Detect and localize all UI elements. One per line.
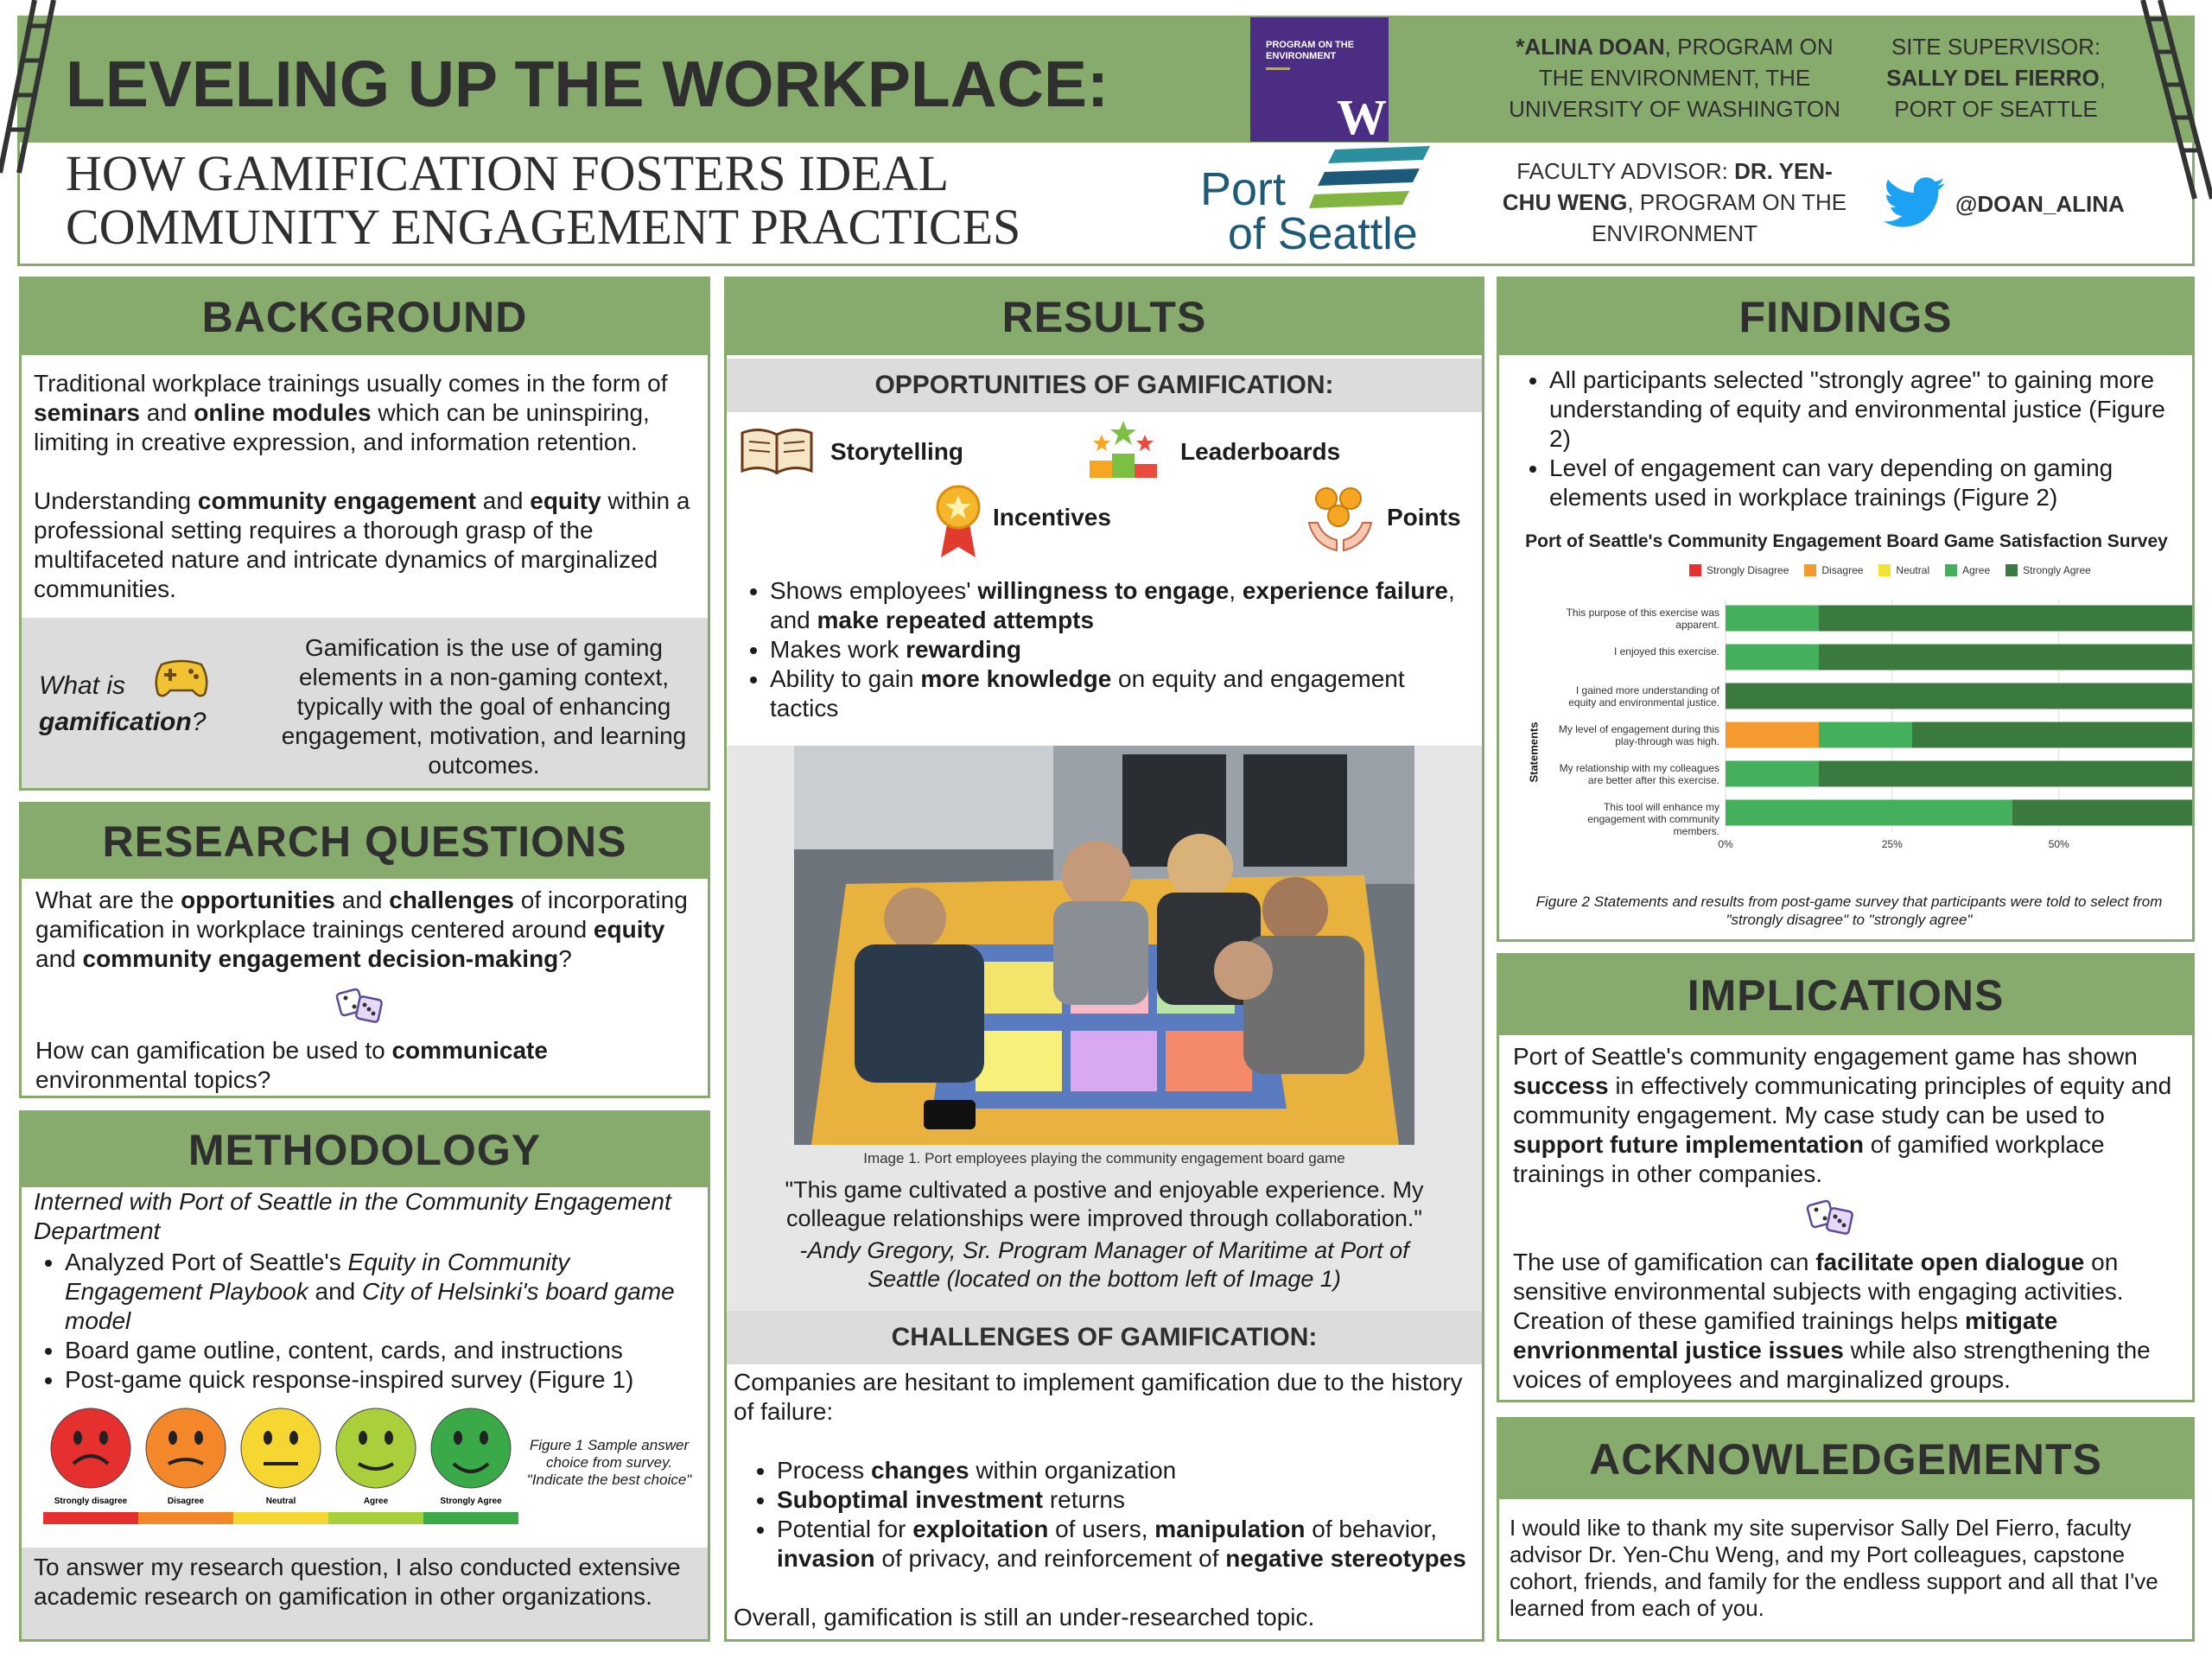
chal-c1-text: Process <box>777 1457 871 1484</box>
survey-face-3 <box>233 1408 328 1524</box>
implications-paragraph-2 <box>1513 1248 2187 1395</box>
imp-p2-rest: while also strengthening the voices of employees and marginalized groups. <box>1513 1337 2151 1393</box>
legend-swatch <box>1689 564 1701 576</box>
survey-face-label: Strongly disagree <box>54 1497 128 1506</box>
bg-p1-seminars: seminars <box>34 399 140 426</box>
what-is-gamification-label <box>39 668 246 741</box>
chart-category-label: I enjoyed this exercise. <box>1613 645 1719 658</box>
chal-c3-text: Potential for <box>777 1516 913 1542</box>
gamification-definition: Gamification is the use of gaming elements in a non-gaming context, typically with the goal of enhancing engagement, motivation, and learning outcomes. <box>281 634 687 779</box>
methodology-title: METHODOLOGY <box>22 1113 708 1187</box>
author-name: *ALINA DOAN <box>1516 34 1665 60</box>
finding-bullet: • Level of engagement can vary depending on gaming elements used in workplace trainings (Figure 2) <box>1549 454 2183 512</box>
res-b3-rest: on equity and engagement tactics <box>770 665 1405 721</box>
opportunity-leaderboards: Leaderboards <box>1180 438 1341 465</box>
bg-p2-text: Understanding <box>34 487 198 514</box>
chart-bar-segment <box>1819 606 2192 632</box>
implications-title: IMPLICATIONS <box>1499 956 2192 1035</box>
imp-p2-mid: on sensitive environmental subjects with engaging activities. Creation of these gamified trainings helps <box>1513 1249 2124 1334</box>
methodology-item: • Post-game quick response-inspired survey (Figure 1) <box>65 1365 703 1395</box>
chart-bar-segment <box>1726 800 2012 826</box>
rq2-rest: environmental topics? <box>35 1066 271 1093</box>
legend-swatch <box>1804 564 1816 576</box>
twitter-bird-icon <box>1884 177 1946 229</box>
res-b3-text: Ability to gain <box>770 665 921 692</box>
dice-icon <box>1806 1198 1858 1239</box>
challenge-bullet <box>777 1485 1480 1515</box>
method-b1-helsinki: City of Helsinki's board game model <box>65 1278 675 1334</box>
rq2-communicate: communicate <box>391 1037 548 1064</box>
survey-face-label: Agree <box>363 1497 389 1506</box>
rq1-and-2: and <box>35 945 83 972</box>
legend-swatch <box>1878 564 1891 576</box>
res-b3-knowledge: more knowledge <box>920 665 1112 692</box>
methodology-list <box>34 1248 703 1395</box>
bg-p1-rest: which can be uninspiring, limiting in creative expression, and information retention. <box>34 399 650 455</box>
bg-p2-and: and <box>475 487 531 514</box>
poster-title: LEVELING UP THE WORKPLACE: <box>66 48 1109 120</box>
uw-program-logo <box>1250 17 1389 145</box>
method-b1-playbook: Equity in Community Engagement Playbook <box>65 1249 570 1305</box>
implications-paragraph-1 <box>1513 1042 2187 1189</box>
chal-c3-privacy: of privacy, and reinforcement of <box>874 1545 1226 1572</box>
res-b1-and: , and <box>770 577 1455 633</box>
research-questions-section <box>19 802 710 1098</box>
rq1-question-mark: ? <box>558 945 572 972</box>
ladder-right-decoration <box>2134 0 2212 199</box>
rq1-equity: equity <box>593 916 665 943</box>
chart-bar-segment <box>1726 645 1819 671</box>
bg-p2-rest: within a professional setting requires a thorough grasp of the multifaceted nature and intricate dynamics of marginalized communities. <box>34 487 690 602</box>
research-question-1 <box>35 886 705 974</box>
chart-bar-segment <box>1819 645 2192 671</box>
imp-p2-dialogue: facilitate open dialogue <box>1815 1249 2085 1275</box>
ladder-left-decoration <box>0 0 60 181</box>
survey-scale-bar <box>423 1512 518 1524</box>
background-title: BACKGROUND <box>22 279 708 355</box>
chal-c3-stereotypes: negative stereotypes <box>1225 1545 1466 1572</box>
legend-item <box>1804 564 1863 576</box>
survey-scale-bar <box>328 1512 423 1524</box>
res-b1-willingness: willingness to engage <box>977 577 1230 604</box>
advisor-affiliation-1: , PROGRAM ON THE <box>1627 189 1847 215</box>
challenges-intro: Companies are hesitant to implement gamification due to the history of failure: <box>734 1369 1463 1425</box>
imp-p1-rest: of gamified workplace trainings in other companies. <box>1513 1131 2105 1187</box>
challenges-list <box>746 1456 1480 1573</box>
chart-legend <box>1689 564 2173 583</box>
port-logo-waves-icon <box>1309 144 1430 213</box>
chal-c3-invasion: invasion <box>777 1545 875 1572</box>
quote-attribution: -Andy Gregory, Sr. Program Manager of Maritime at Port of Seattle (located on the bottom left of Image 1) <box>799 1237 1409 1292</box>
challenges-outro: Overall, gamification is still an under-researched topic. <box>734 1604 1315 1630</box>
advisor-affiliation-2: ENVIRONMENT <box>1591 220 1758 246</box>
chal-c2-rest: returns <box>1043 1486 1125 1513</box>
game-controller-icon <box>151 652 212 704</box>
survey-scale-bar <box>43 1512 138 1524</box>
legend-label: Agree <box>1962 564 1991 576</box>
res-b2-rewarding: rewarding <box>906 636 1021 663</box>
legend-swatch <box>1945 564 1957 576</box>
chart-title: Port of Seattle's Community Engagement Board Game Satisfaction Survey <box>1525 531 2168 551</box>
board-game-photo <box>794 746 1414 1145</box>
bg-p1-text: Traditional workplace trainings usually comes in the form of <box>34 370 668 397</box>
imp-p2-text: The use of gamification can <box>1513 1249 1816 1275</box>
opportunity-bullet <box>770 576 1469 635</box>
satisfaction-chart <box>1525 599 2190 858</box>
opportunity-incentives: Incentives <box>993 504 1111 531</box>
survey-faces-figure <box>48 1407 531 1536</box>
survey-face-5 <box>423 1408 518 1524</box>
subtitle-line-2: COMMUNITY ENGAGEMENT PRACTICES <box>66 199 1021 255</box>
chal-c1-rest: within organization <box>969 1457 1177 1484</box>
what-is-question-mark: ? <box>191 708 207 736</box>
points-coins-hands-icon <box>1306 485 1375 554</box>
chal-c3-exploitation: exploitation <box>912 1516 1049 1542</box>
legend-label: Strongly Agree <box>2023 564 2091 576</box>
implications-section <box>1497 953 2195 1402</box>
author-affiliation-3: UNIVERSITY OF WASHINGTON <box>1509 96 1840 122</box>
participant-quote: "This game cultivated a postive and enjoyable experience. My colleague relationships were improved through collaboration." <box>785 1177 1424 1231</box>
chart-category-label: My relationship with my colleagues are better after this exercise. <box>1559 761 1719 786</box>
gamification-word: gamification <box>39 708 192 736</box>
uw-w-mark: W <box>1337 89 1387 145</box>
survey-faces-svg <box>48 1407 531 1536</box>
chal-c3-behavior: of behavior, <box>1305 1516 1438 1542</box>
acknowledgements-title: ACKNOWLEDGEMENTS <box>1499 1420 2192 1499</box>
research-questions-title: RESEARCH QUESTIONS <box>22 804 708 879</box>
legend-label: Neutral <box>1896 564 1930 576</box>
rq1-opportunities: opportunities <box>181 887 335 913</box>
advisor-name-2: CHU WENG <box>1502 189 1628 215</box>
background-paragraph-2 <box>34 486 703 604</box>
supervisor-name: SALLY DEL FIERRO <box>1886 65 2100 91</box>
supervisor-info: SITE SUPERVISOR: SALLY DEL FIERRO, PORT OF SEATTLE <box>1886 34 2106 122</box>
acknowledgements-section <box>1497 1417 2195 1642</box>
chart-y-axis-label: Statements <box>1527 721 1541 783</box>
chal-c2-investment: Suboptimal investment <box>777 1486 1044 1513</box>
survey-face-2 <box>138 1408 233 1524</box>
chart-category-label: This purpose of this exercise was apparent. <box>1566 606 1719 631</box>
method-b1-text: Analyzed Port of Seattle's <box>65 1249 348 1275</box>
res-b1-comma: , <box>1229 577 1243 604</box>
x-tick-label: 0% <box>1718 838 1733 850</box>
uw-logo-rule <box>1266 67 1290 70</box>
background-section <box>19 276 710 791</box>
opportunity-bullet <box>770 664 1469 723</box>
rq1-and: and <box>334 887 390 913</box>
open-book-icon <box>739 424 815 476</box>
figure-2-caption: Figure 2 Statements and results from post-game survey that participants were told to select from "strongly disagree" to "strongly agree" <box>1535 893 2163 928</box>
chal-c3-users: of users, <box>1048 1516 1155 1542</box>
chal-c1-changes: changes <box>870 1457 969 1484</box>
uw-logo-line-2: ENVIRONMENT <box>1266 51 1337 61</box>
chart-bar-segment <box>1726 761 1819 787</box>
dice-icon <box>335 986 387 1027</box>
medal-ribbon-icon <box>932 485 984 559</box>
twitter-contact[interactable] <box>1884 177 2195 229</box>
port-logo-word-seattle: of Seattle <box>1228 209 1418 259</box>
rq1-mid: of incorporating gamification in workplace trainings centered around <box>35 887 688 943</box>
opportunities-list <box>739 576 1469 723</box>
bg-p1-and: and <box>139 399 194 426</box>
supervisor-affiliation: PORT OF SEATTLE <box>1894 96 2098 122</box>
survey-faces-row <box>48 1407 531 1536</box>
advisor-info <box>1484 156 1865 249</box>
port-of-seattle-logo <box>1197 143 1447 264</box>
methodology-section <box>19 1110 710 1642</box>
challenge-bullet <box>777 1456 1480 1485</box>
supervisor-label: SITE SUPERVISOR: <box>1891 34 2101 60</box>
chart-plot-area <box>1718 599 2192 858</box>
chart-category-label: I gained more understanding of equity and environmental justice. <box>1568 683 1719 709</box>
survey-face-label: Disagree <box>167 1497 205 1506</box>
imp-p1-text: Port of Seattle's community engagement game has shown <box>1513 1043 2138 1070</box>
methodology-item: • Board game outline, content, cards, and instructions <box>65 1336 703 1365</box>
legend-item <box>1878 564 1929 576</box>
poster-subtitle <box>66 147 1189 254</box>
results-title: RESULTS <box>727 279 1482 355</box>
research-question-2 <box>35 1036 705 1095</box>
chart-bar-segment <box>1726 683 2192 709</box>
chal-c3-manipulation: manipulation <box>1154 1516 1306 1542</box>
challenges-title: CHALLENGES OF GAMIFICATION: <box>727 1311 1482 1364</box>
what-is-text: What is <box>39 671 126 700</box>
figure-1-caption: Figure 1 Sample answer choice from survey. "Indicate the best choice" <box>526 1437 692 1488</box>
bg-p1-online-modules: online modules <box>194 399 372 426</box>
chart-bar-segment <box>2012 800 2192 826</box>
imp-p1-success: success <box>1513 1072 1609 1099</box>
survey-face-label: Neutral <box>265 1497 296 1506</box>
opportunities-title: OPPORTUNITIES OF GAMIFICATION: <box>727 359 1482 412</box>
legend-label: Strongly Disagree <box>1707 564 1789 576</box>
res-b2-text: Makes work <box>770 636 906 663</box>
methodology-outro: To answer my research question, I also conducted extensive academic research on gamification in other organizations. <box>22 1548 708 1639</box>
author-info <box>1484 31 1865 124</box>
legend-swatch <box>2005 564 2018 576</box>
findings-section <box>1497 276 2195 942</box>
opportunity-storytelling: Storytelling <box>830 438 964 465</box>
chart-legend-row <box>1689 564 2173 576</box>
chart-bar-segment <box>1912 722 2192 748</box>
x-tick-label: 25% <box>1881 838 1903 850</box>
survey-face-4 <box>328 1408 423 1524</box>
survey-scale-bar <box>233 1512 328 1524</box>
chart-category-labels <box>1525 599 1719 858</box>
findings-title: FINDINGS <box>1499 279 2192 355</box>
methodology-item <box>65 1248 703 1336</box>
res-b1-text: Shows employees' <box>770 577 978 604</box>
background-paragraph-1 <box>34 369 699 457</box>
legend-label: Disagree <box>1821 564 1864 576</box>
author-affiliation-1: , PROGRAM ON <box>1664 34 1834 60</box>
survey-face-1 <box>43 1408 138 1524</box>
imp-p1-mid: in effectively communicating principles of equity and community engagement. My case study can be used to <box>1513 1072 2172 1128</box>
x-tick-label: 50% <box>2048 838 2069 850</box>
twitter-handle: @DOAN_ALINA <box>1955 191 2125 217</box>
imp-p2-mitigate: mitigate envrionmental justice issues <box>1513 1307 2058 1363</box>
chart-bar-segment <box>1819 761 2192 787</box>
image-1-caption: Image 1. Port employees playing the community engagement board game <box>863 1150 1345 1166</box>
imp-p1-future: support future implementation <box>1513 1131 1864 1158</box>
legend-item <box>1689 564 1789 576</box>
survey-face-label: Strongly Agree <box>440 1497 502 1506</box>
author-affiliation-2: THE ENVIRONMENT, THE <box>1538 65 1811 91</box>
leaderboard-podium-icon <box>1088 419 1159 480</box>
rq1-decision-making: community engagement decision-making <box>82 945 559 972</box>
bg-p2-equity: equity <box>530 487 601 514</box>
res-b1-attempts: make repeated attempts <box>817 607 1095 633</box>
opportunity-points: Points <box>1387 504 1461 531</box>
legend-item <box>1945 564 1990 576</box>
opportunity-bullet <box>770 635 1469 664</box>
chart-bar-segment <box>1819 722 1912 748</box>
bg-p2-community-engagement: community engagement <box>197 487 476 514</box>
results-section <box>724 276 1484 1642</box>
chart-bar-segment <box>1726 606 1819 632</box>
findings-list <box>1518 365 2183 512</box>
res-b1-failure: experience failure <box>1242 577 1448 604</box>
method-b1-and: and <box>308 1278 363 1305</box>
uw-logo-line-1: PROGRAM ON THE <box>1266 40 1355 50</box>
survey-scale-bar <box>138 1512 233 1524</box>
rq1-challenges: challenges <box>389 887 514 913</box>
acknowledgements-text: I would like to thank my site supervisor Sally Del Fierro, faculty advisor Dr. Yen-Chu Weng, and my Port colleagues, capstone cohort, friends, and family for the endless support and all that I've learned from each of you. <box>1510 1515 2158 1621</box>
gamification-definition-box <box>22 618 708 788</box>
rq1-text: What are the <box>35 887 181 913</box>
advisor-name-1: DR. YEN- <box>1734 158 1833 184</box>
advisor-label: FACULTY ADVISOR: <box>1516 158 1735 184</box>
subtitle-line-1: HOW GAMIFICATION FOSTERS IDEAL <box>66 145 949 201</box>
chart-category-label: My level of engagement during this play-through was high. <box>1558 722 1719 747</box>
challenge-bullet <box>777 1515 1480 1573</box>
legend-item <box>2005 564 2091 576</box>
chart-category-label: This tool will enhance my engagement with community members. <box>1587 800 1719 837</box>
port-logo-word-port: Port <box>1200 163 1287 215</box>
finding-bullet: • All participants selected "strongly agree" to gaining more understanding of equity and environmental justice (Figure 2) <box>1549 365 2183 454</box>
rq2-text: How can gamification be used to <box>35 1037 392 1064</box>
methodology-intro: Interned with Port of Seattle in the Community Engagement Department <box>34 1188 671 1244</box>
chart-bar-segment <box>1726 722 1819 748</box>
